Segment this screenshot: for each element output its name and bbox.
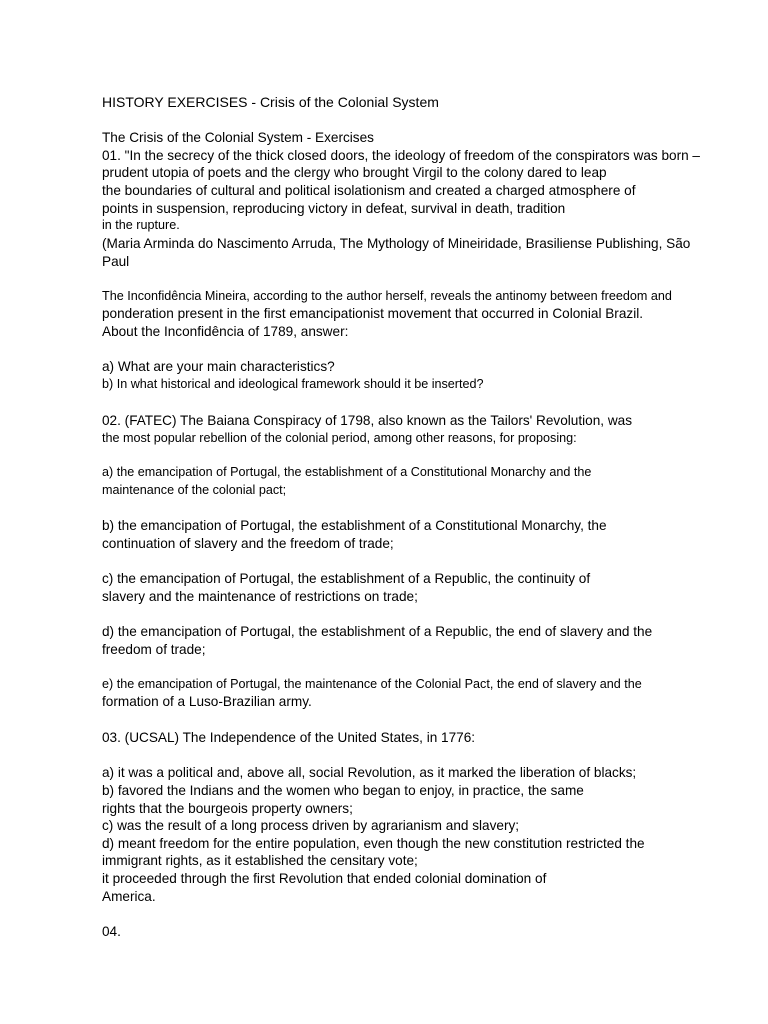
q3-option-line: immigrant rights, as it established the censitary vote; (102, 853, 418, 868)
q2-option-b: b) the emancipation of Portugal, the establishment of a Constitutional Monarchy, the (102, 518, 607, 533)
q1-context-line: The Inconfidência Mineira, according to the author herself, reveals the antinomy between freedom and (102, 289, 672, 303)
q1-context-line: About the Inconfidência of 1789, answer: (102, 324, 349, 339)
page-title: HISTORY EXERCISES - Crisis of the Colonial System (102, 94, 439, 110)
q3-option-line: b) favored the Indians and the women who began to enjoy, in practice, the same (102, 783, 584, 798)
q1-text-line: in the rupture. (102, 218, 180, 232)
q1-part-b: b) In what historical and ideological framework should it be inserted? (102, 377, 484, 391)
q2-option-c: c) the emancipation of Portugal, the establishment of a Republic, the continuity of (102, 571, 591, 586)
q2-option-a: maintenance of the colonial pact; (102, 483, 287, 497)
q1-text-line: prudent utopia of poets and the clergy who brought Virgil to the colony dared to leap (102, 165, 607, 180)
q2-option-d: d) the emancipation of Portugal, the establishment of a Republic, the end of slavery and the (102, 624, 653, 639)
q2-option-a: a) the emancipation of Portugal, the establishment of a Constitutional Monarchy and the (102, 465, 592, 479)
q2-option-e: e) the emancipation of Portugal, the maintenance of the Colonial Pact, the end of slavery and the (102, 677, 642, 691)
q1-text-line: points in suspension, reproducing victory in defeat, survival in death, tradition (102, 201, 566, 216)
q1-text-line: 01. "In the secrecy of the thick closed doors, the ideology of freedom of the conspirators was born – (102, 148, 700, 163)
q2-option-b: continuation of slavery and the freedom of trade; (102, 536, 394, 551)
q1-citation-line: Paul (102, 254, 130, 269)
q1-part-a: a) What are your main characteristics? (102, 359, 335, 374)
q1-context-line: ponderation present in the first emancipationist movement that occurred in Colonial Brazil. (102, 306, 644, 321)
q1-citation-line: (Maria Arminda do Nascimento Arruda, The Mythology of Mineiridade, Brasiliense Publishing, São (102, 236, 691, 251)
q2-option-d: freedom of trade; (102, 642, 206, 657)
q3-option-line: America. (102, 889, 156, 904)
q1-text-line: the boundaries of cultural and political isolationism and created a charged atmosphere of (102, 183, 636, 198)
q2-option-c: slavery and the maintenance of restrictions on trade; (102, 589, 418, 604)
q2-text-line: the most popular rebellion of the colonial period, among other reasons, for proposing: (102, 431, 577, 445)
page-subtitle: The Crisis of the Colonial System - Exercises (102, 130, 374, 145)
q3-option-line: a) it was a political and, above all, social Revolution, as it marked the liberation of blacks; (102, 765, 637, 780)
q2-text-line: 02. (FATEC) The Baiana Conspiracy of 1798, also known as the Tailors' Revolution, was (102, 413, 633, 428)
q3-title: 03. (UCSAL) The Independence of the United States, in 1776: (102, 730, 476, 745)
q4-title: 04. (102, 924, 121, 939)
q3-option-line: rights that the bourgeois property owners; (102, 801, 353, 816)
q3-option-line: d) meant freedom for the entire population, even though the new constitution restricted the (102, 836, 645, 851)
q2-option-e: formation of a Luso-Brazilian army. (102, 694, 312, 709)
q3-option-line: c) was the result of a long process driven by agrarianism and slavery; (102, 818, 520, 833)
q3-option-line: it proceeded through the first Revolution that ended colonial domination of (102, 871, 547, 886)
